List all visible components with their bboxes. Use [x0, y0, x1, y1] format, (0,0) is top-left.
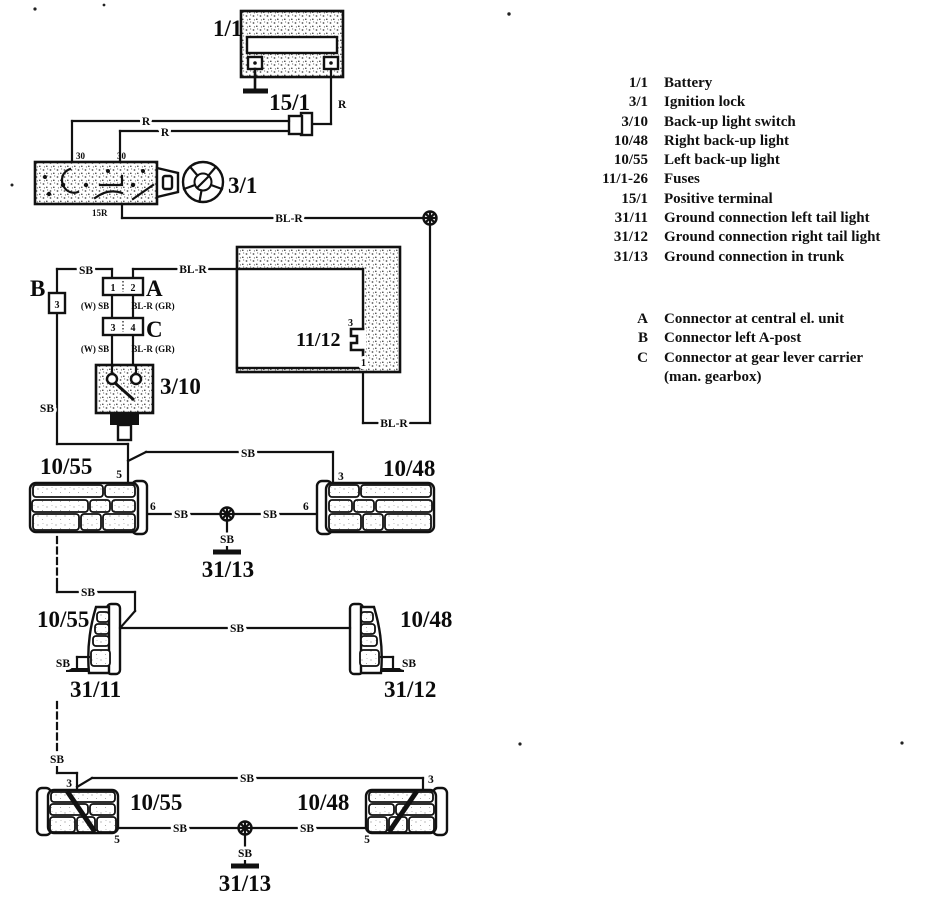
wire-label-blr-top: BL-R: [275, 213, 303, 225]
legend-name: Ground connection left tail light: [664, 210, 870, 227]
legend-row: [598, 228, 944, 247]
splice-junction-top-icon: [424, 212, 437, 225]
wire-label-sb-row1-l: SB: [173, 509, 189, 521]
legend-name: Right back-up light: [664, 132, 790, 149]
wire-label-blr-bottom: BL-R: [380, 418, 408, 430]
lamp-right-row3-label: 10/48: [297, 790, 350, 815]
wire-label-sb-gnd-row1: SB: [219, 534, 235, 546]
connector-c: [103, 318, 143, 335]
splice-junction-row3-icon: [239, 822, 252, 835]
legend-id: B: [637, 330, 648, 347]
legend-row: [598, 93, 944, 112]
splice-junction-row1-icon: [221, 508, 234, 521]
legend-id: 10/55: [613, 152, 648, 169]
terminal-3-row3-left: 3: [66, 778, 72, 790]
wire-label-blr-a: BL-R: [179, 264, 207, 276]
legend-name: Back-up light switch: [664, 113, 796, 130]
wire-label-r-lower: R: [160, 127, 170, 139]
wire-label-blrgr-1: BL-R (GR): [131, 301, 175, 311]
connector-a: [103, 278, 143, 295]
legend-id: 3/10: [621, 113, 648, 130]
legend-name: Connector at gear lever carrier: [664, 349, 864, 366]
ground-right-label: 31/12: [384, 677, 437, 702]
terminal-30-right: 30: [117, 151, 126, 161]
terminal-5-row1: 5: [116, 469, 122, 481]
ground-left-label: 31/11: [70, 677, 122, 702]
positive-terminal-symbol: [72, 113, 331, 162]
connector-a-pin1: 1: [110, 283, 116, 294]
legend-id: 15/1: [621, 190, 648, 207]
ignition-lock-symbol: [35, 162, 223, 204]
connector-a-label: A: [146, 276, 163, 301]
legend-id: 1/1: [628, 75, 648, 91]
wire-label-sb-link2: SB: [49, 754, 65, 766]
legend-name-continuation: (man. gearbox): [664, 368, 762, 385]
legend-row: [598, 329, 944, 348]
wire-label-wsb-1: (W) SB: [80, 301, 110, 311]
backup-switch-symbol: [96, 365, 153, 440]
wire-label-sb-left-vertical: SB: [39, 403, 54, 415]
wire-label-sb-link1: SB: [80, 587, 96, 599]
lamp-left-row1-label: 10/55: [40, 454, 93, 479]
legend-name: Ignition lock: [664, 94, 746, 111]
legend-row: [598, 190, 944, 209]
legend-name: Ground connection right tail light: [664, 229, 881, 246]
wire-label-r-upper: R: [141, 116, 151, 128]
ground-trunk-label-row3: 31/13: [218, 871, 272, 896]
legend-row: [598, 132, 944, 151]
terminal-3-row1: 3: [338, 471, 344, 483]
lamp-10-48-row1: [317, 481, 434, 534]
connector-c-pin3: 3: [110, 323, 116, 334]
legend-row: [598, 349, 944, 368]
legend-name: Ground connection in trunk: [664, 248, 845, 265]
wire-label-sb-b: SB: [78, 265, 94, 277]
legend-row: [598, 151, 944, 170]
terminal-15r-label: 15R: [92, 208, 108, 218]
legend-row: [598, 310, 944, 329]
legend-id: 3/1: [628, 94, 648, 111]
terminal-6-left: 6: [150, 501, 156, 513]
legend-name: Left back-up light: [664, 152, 780, 169]
ignition-label: 3/1: [228, 173, 258, 198]
battery-label: 1/1: [213, 16, 243, 41]
lamp-left-row3-label: 10/55: [130, 790, 183, 815]
wire-label-blrgr-2: BL-R (GR): [131, 344, 175, 354]
legend-row: [598, 209, 944, 228]
lamp-10-48-row2: [350, 604, 382, 674]
wire-label-wsb-2: (W) SB: [80, 344, 110, 354]
lamp-10-55-row1: [30, 481, 147, 534]
wire-label-sb-gnd-right: SB: [402, 658, 417, 670]
legend-id: 31/12: [613, 229, 648, 246]
legend-id: A: [637, 311, 648, 327]
wire-label-sb-row3-l: SB: [172, 823, 188, 835]
legend-id: 31/11: [614, 210, 648, 227]
terminal-6-right: 6: [303, 501, 309, 513]
connector-b-label: B: [30, 276, 46, 301]
central-unit-box: [237, 247, 400, 372]
lamp-left-row2-label: 10/55: [37, 607, 90, 632]
lamp-right-row1-label: 10/48: [383, 456, 436, 481]
lamp-10-55-row2: [88, 604, 120, 674]
wire-label-sb-row3-r: SB: [299, 823, 315, 835]
wire-label-sb-row1-r: SB: [262, 509, 278, 521]
terminal-3-row3-right: 3: [428, 774, 434, 786]
wire-label-sb-row3-top: SB: [239, 773, 255, 785]
wire-label-sb-gnd-row3: SB: [237, 848, 253, 860]
fuse-label: 11/12: [296, 329, 341, 351]
terminal-5-row3-right: 5: [364, 834, 370, 846]
ignition-key-icon: [183, 162, 223, 202]
lamp-10-48-row3: [366, 788, 447, 835]
terminal-5-row3-left: 5: [114, 834, 120, 846]
legend-id: 11/1-26: [602, 171, 648, 188]
legend-row: [598, 248, 944, 267]
legend-id: 31/13: [613, 248, 648, 265]
legend-connectors: [598, 310, 944, 387]
connector-b-pin: 3: [54, 300, 60, 311]
legend-id: 10/48: [613, 132, 648, 149]
fuse-terminal-1: 1: [361, 358, 366, 369]
wire-label-sb-row2: SB: [229, 623, 245, 635]
connector-c-label: C: [146, 317, 163, 342]
legend-components: [598, 74, 944, 267]
legend-name: Positive terminal: [664, 190, 773, 207]
connector-c-pin4: 4: [130, 323, 136, 334]
legend-row: [598, 113, 944, 132]
wire-label-r-battery: R: [338, 99, 347, 111]
wire-label-sb-gnd-left: SB: [55, 658, 70, 670]
legend-name: Battery: [664, 75, 713, 91]
legend-name: Fuses: [664, 171, 700, 188]
positive-terminal-label: 15/1: [269, 90, 310, 115]
legend-row: [598, 74, 944, 93]
wire-label-sb-row1-top: SB: [240, 448, 256, 460]
ground-trunk-label-row1: 31/13: [201, 557, 255, 582]
lamp-right-row2-label: 10/48: [400, 607, 453, 632]
legend-name: Connector left A-post: [664, 330, 802, 347]
backup-switch-label: 3/10: [160, 374, 201, 399]
fuse-terminal-3: 3: [348, 318, 353, 329]
legend-name: Connector at central el. unit: [664, 311, 845, 327]
connector-a-pin2: 2: [130, 283, 136, 294]
lamp-10-55-row3: [37, 788, 118, 835]
legend-row: [598, 170, 944, 189]
legend-id: C: [637, 349, 648, 366]
terminal-30-left: 30: [76, 151, 85, 161]
